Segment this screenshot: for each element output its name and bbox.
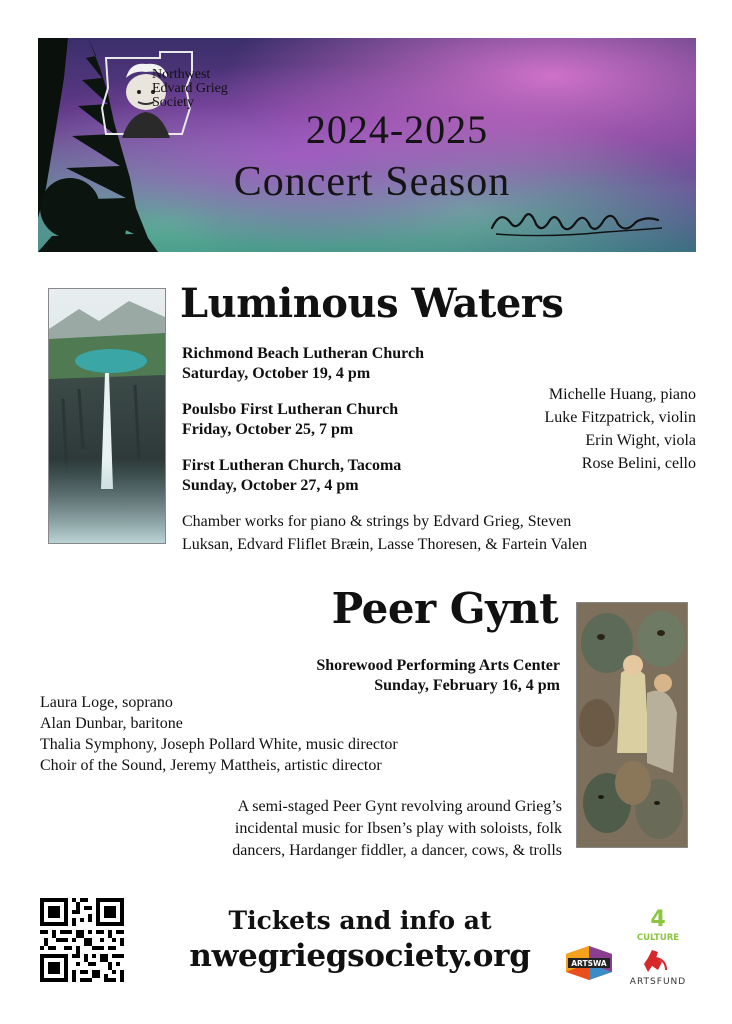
venue-name: Shorewood Performing Arts Center	[316, 657, 560, 674]
logo-text	[152, 68, 228, 110]
venue-block	[182, 400, 398, 440]
description-line: A semi-staged Peer Gynt revolving around Grieg’s	[237, 798, 562, 815]
performer: Luke Fitzpatrick, violin	[544, 409, 696, 426]
grieg-signature	[486, 198, 666, 242]
venue-block	[182, 456, 401, 496]
waterfall-image	[48, 288, 166, 544]
description-line: Chamber works for piano & strings by Edvard Grieg, Steven	[182, 513, 572, 530]
performer: Erin Wight, viola	[585, 432, 696, 449]
season-banner	[38, 38, 696, 252]
venue-name: First Lutheran Church, Tacoma	[182, 457, 402, 474]
venue-date: Saturday, October 19, 4 pm	[182, 365, 371, 382]
performer: Laura Loge, soprano	[40, 694, 173, 711]
4culture-text: CULTURE	[636, 933, 680, 943]
concert-title: Luminous Waters	[180, 280, 564, 327]
description-line: dancers, Hardanger fiddler, a dancer, cows, & trolls	[232, 842, 562, 859]
performer: Choir of the Sound, Jeremy Mattheis, artistic director	[40, 757, 382, 774]
season-years: 2024-2025	[305, 107, 489, 152]
concert-title: Peer Gynt	[331, 584, 558, 633]
logo-line: Society	[152, 95, 194, 110]
description-line: incidental music for Ibsen’s play with soloists, folk	[234, 820, 562, 837]
4culture-logo	[630, 904, 686, 944]
performer: Rose Belini, cello	[581, 455, 696, 472]
performer-list	[40, 692, 398, 776]
program-description	[182, 510, 692, 556]
4culture-number: 4	[650, 907, 666, 932]
qr-code[interactable]	[40, 898, 124, 982]
venue-date: Sunday, October 27, 4 pm	[182, 477, 359, 494]
performer: Alan Dunbar, baritone	[40, 715, 183, 732]
artswa-logo	[566, 946, 612, 980]
artsfund-text: ARTSFUND	[629, 977, 687, 987]
website-link[interactable]: nwegriegsociety.org	[189, 938, 531, 974]
artswa-text: ARTSWA	[571, 959, 607, 968]
tickets-heading: Tickets and info at	[228, 906, 492, 935]
venue-name: Richmond Beach Lutheran Church	[182, 345, 424, 362]
logo-line: Edvard Grieg	[152, 81, 228, 96]
performer-list	[544, 383, 696, 475]
performer: Thalia Symphony, Joseph Pollard White, music director	[40, 736, 398, 753]
program-description	[0, 796, 562, 862]
venue-block	[0, 656, 560, 696]
description-line: Luksan, Edvard Fliflet Bræin, Lasse Thoresen, & Fartein Valen	[182, 536, 588, 553]
artsfund-logo	[622, 948, 694, 988]
performer: Michelle Huang, piano	[548, 386, 696, 403]
venue-name: Poulsbo First Lutheran Church	[182, 401, 399, 418]
venue-date: Friday, October 25, 7 pm	[182, 421, 354, 438]
trolls-illustration	[576, 602, 688, 848]
logo-line: Northwest	[152, 67, 211, 82]
venue-block	[182, 344, 424, 384]
venue-date: Sunday, February 16, 4 pm	[374, 677, 560, 694]
season-title: Concert Season	[233, 159, 511, 205]
